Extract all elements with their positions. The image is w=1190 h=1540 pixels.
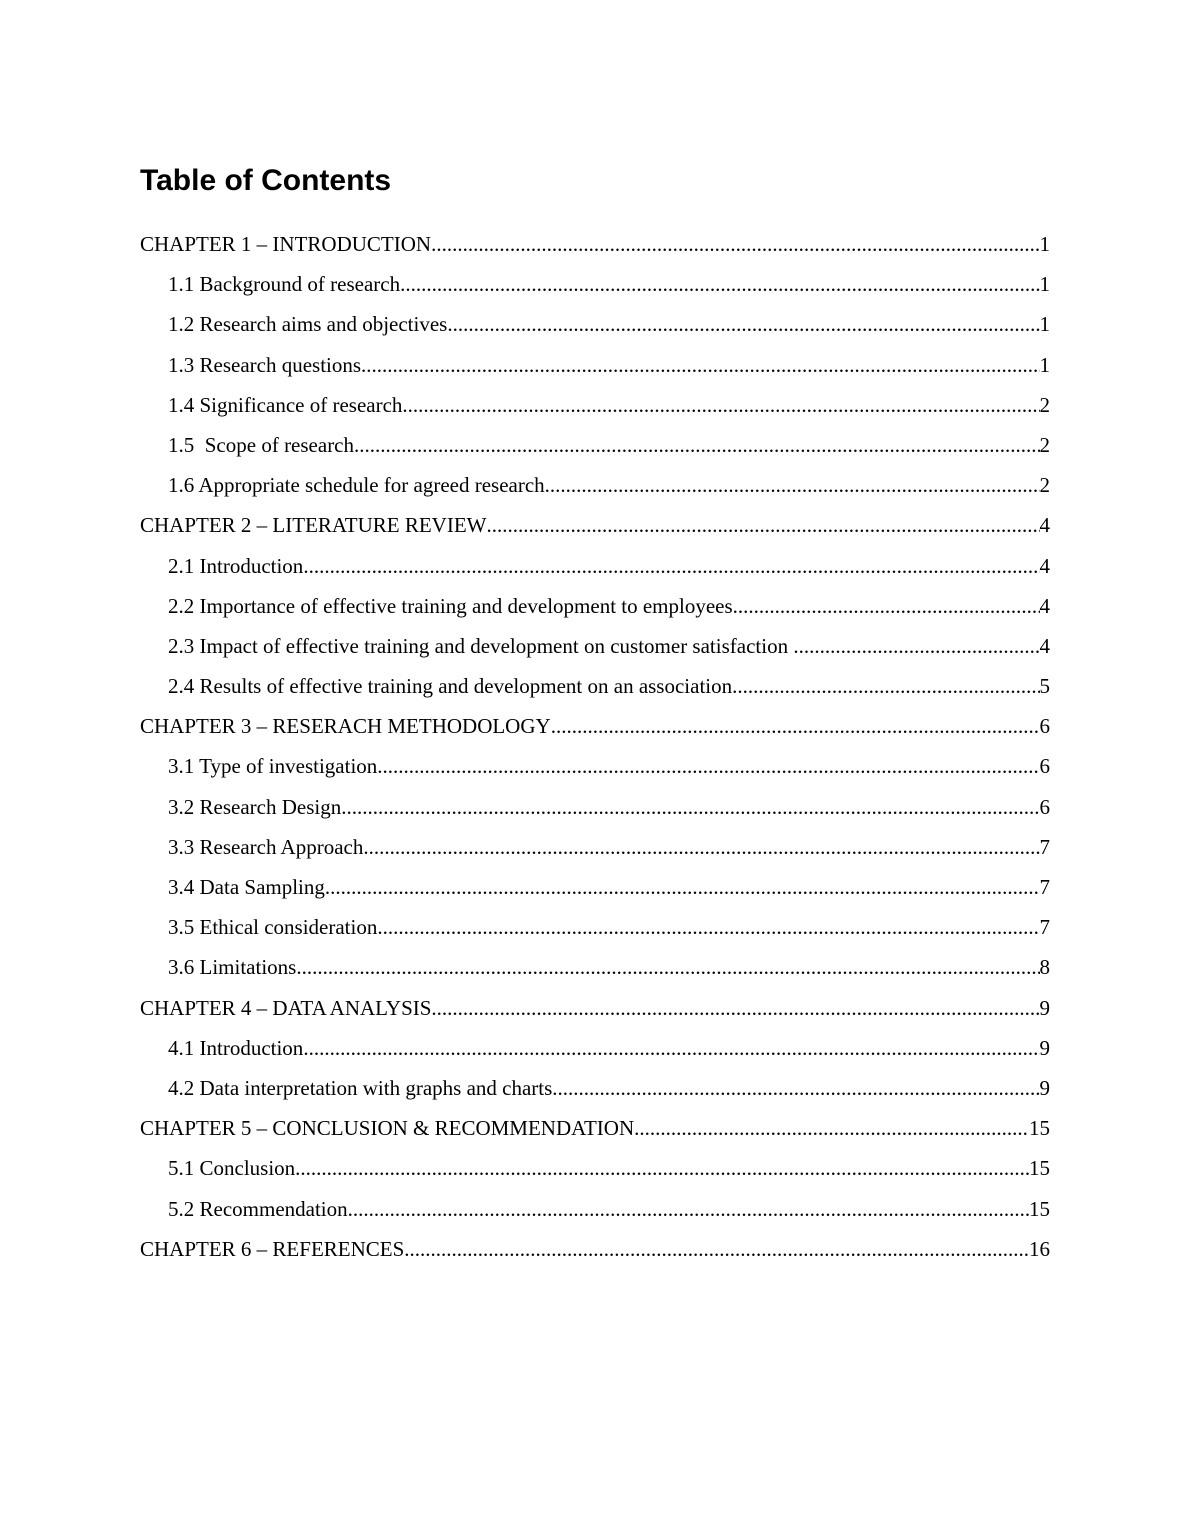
toc-dot-leader	[431, 224, 1039, 264]
toc-entry-label: 1.2 Research aims and objectives	[168, 312, 448, 337]
toc-entry-label: CHAPTER 3 – RESERACH METHODOLOGY	[140, 714, 551, 739]
toc-entry[interactable]	[140, 666, 1050, 706]
toc-dot-leader	[303, 546, 1039, 586]
toc-entry-label: 1.3 Research questions	[168, 352, 362, 377]
toc-dot-leader	[733, 586, 1040, 626]
toc-entry-page-number: 16	[1029, 1236, 1050, 1261]
toc-entry[interactable]	[140, 947, 1050, 987]
toc-entry-page-number: 9	[1039, 995, 1050, 1020]
toc-entry-page-number: 6	[1039, 794, 1050, 819]
toc-entry-label: 2.4 Results of effective training and development on an association	[168, 674, 733, 699]
toc-entry[interactable]	[140, 465, 1050, 505]
toc-dot-leader	[732, 666, 1039, 706]
toc-dot-leader	[325, 867, 1040, 907]
toc-entry[interactable]	[140, 867, 1050, 907]
toc-entry-label: 2.2 Importance of effective training and development to employees	[168, 593, 733, 618]
toc-dot-leader	[545, 465, 1040, 505]
toc-dot-leader	[354, 425, 1039, 465]
toc-entry-page-number: 1	[1039, 312, 1050, 337]
toc-entry-page-number: 2	[1039, 473, 1050, 498]
toc-dot-leader	[447, 304, 1039, 344]
toc-entry-label: 3.5 Ethical consideration	[168, 915, 378, 940]
toc-dot-leader	[431, 988, 1039, 1028]
page-title: Table of Contents	[140, 164, 392, 197]
toc-entry[interactable]	[140, 505, 1050, 545]
toc-dot-leader	[552, 1068, 1039, 1108]
toc-entry-label: 4.1 Introduction	[168, 1035, 304, 1060]
toc-dot-leader	[404, 1229, 1029, 1269]
toc-entry-label: CHAPTER 4 – DATA ANALYSIS	[140, 995, 432, 1020]
toc-entry-page-number: 15	[1029, 1116, 1050, 1141]
toc-entry-page-number: 7	[1039, 834, 1050, 859]
toc-entry-label: 1.1 Background of research	[168, 272, 401, 297]
toc-entry[interactable]	[140, 546, 1050, 586]
toc-dot-leader	[402, 385, 1039, 425]
toc-entry[interactable]	[140, 425, 1050, 465]
toc-entry-label: 1.5 Scope of research	[168, 432, 355, 457]
toc-entry-label: CHAPTER 6 – REFERENCES	[140, 1236, 405, 1261]
toc-entry[interactable]	[140, 1148, 1050, 1188]
toc-dot-leader	[634, 1108, 1029, 1148]
toc-dot-leader	[551, 706, 1040, 746]
toc-entry-label: 3.1 Type of investigation	[168, 754, 378, 779]
toc-entry-label: 3.4 Data Sampling	[168, 875, 325, 899]
toc-entry-label: 5.2 Recommendation	[168, 1196, 348, 1221]
toc-dot-leader	[363, 827, 1039, 867]
toc-entry[interactable]	[140, 264, 1050, 304]
toc-entry[interactable]	[140, 304, 1050, 344]
toc-entry[interactable]	[140, 224, 1050, 264]
toc-entry[interactable]	[140, 907, 1050, 947]
toc-dot-leader	[377, 907, 1039, 947]
toc-dot-leader	[361, 345, 1039, 385]
toc-entry-page-number: 2	[1039, 432, 1050, 457]
toc-entry-label: 2.1 Introduction	[168, 553, 304, 578]
toc-entry[interactable]	[140, 706, 1050, 746]
toc-entry-label: CHAPTER 1 – INTRODUCTION	[140, 232, 432, 256]
toc-entry-label: 1.6 Appropriate schedule for agreed research	[168, 473, 545, 498]
toc-entry-label: 5.1 Conclusion	[168, 1156, 296, 1181]
toc-entry-page-number: 6	[1039, 754, 1050, 779]
toc-entry[interactable]	[140, 586, 1050, 626]
toc-entry[interactable]	[140, 1028, 1050, 1068]
toc-entry-page-number: 1	[1039, 352, 1050, 377]
toc-entry-label: 1.4 Significance of research	[168, 392, 403, 417]
toc-dot-leader	[400, 264, 1039, 304]
toc-dot-leader	[348, 1189, 1029, 1229]
toc-entry[interactable]	[140, 345, 1050, 385]
toc-entry[interactable]	[140, 988, 1050, 1028]
toc-entry[interactable]	[140, 1108, 1050, 1148]
toc-entry-label: 2.3 Impact of effective training and development on customer satisfaction	[168, 633, 794, 658]
toc-entry-label: 3.6 Limitations	[168, 955, 297, 980]
toc-entry-page-number: 4	[1039, 553, 1050, 578]
toc-entry-label: CHAPTER 2 – LITERATURE REVIEW	[140, 513, 487, 538]
toc-entry[interactable]	[140, 626, 1050, 666]
toc-entry-page-number: 8	[1039, 955, 1050, 980]
toc-entry-page-number: 1	[1039, 272, 1050, 297]
toc-entry-page-number: 6	[1039, 714, 1050, 739]
toc-entry-page-number: 4	[1039, 633, 1050, 658]
toc-dot-leader	[341, 787, 1039, 827]
toc-entry-page-number: 7	[1039, 915, 1050, 940]
toc-entry-label: 3.3 Research Approach	[168, 834, 364, 859]
toc-entry-page-number: 5	[1039, 674, 1050, 699]
toc-entry[interactable]	[140, 1229, 1050, 1269]
toc-entry-page-number: 9	[1039, 1035, 1050, 1060]
toc-entry[interactable]	[140, 827, 1050, 867]
toc-entry-page-number: 4	[1039, 513, 1050, 538]
toc-dot-leader	[377, 746, 1039, 786]
toc-dot-leader	[296, 947, 1039, 987]
toc-entry-page-number: 15	[1029, 1156, 1050, 1181]
toc-entry-page-number: 4	[1039, 593, 1050, 618]
toc-entry[interactable]	[140, 1189, 1050, 1229]
toc-entry-label: 3.2 Research Design	[168, 794, 342, 819]
toc-dot-leader	[303, 1028, 1039, 1068]
toc-entry[interactable]	[140, 1068, 1050, 1108]
toc-entry-page-number: 2	[1039, 392, 1050, 417]
toc-entry-label: CHAPTER 5 – CONCLUSION & RECOMMENDATION	[140, 1116, 635, 1141]
toc-entry[interactable]	[140, 787, 1050, 827]
toc-entry[interactable]	[140, 746, 1050, 786]
toc-entry-page-number: 15	[1029, 1196, 1050, 1221]
toc-dot-leader	[295, 1148, 1029, 1188]
toc-entry-page-number: 7	[1039, 875, 1050, 899]
toc-entry-label: 4.2 Data interpretation with graphs and charts	[168, 1075, 553, 1100]
toc-entry-page-number: 9	[1039, 1075, 1050, 1100]
toc-dot-leader	[793, 626, 1039, 666]
toc-entry-page-number: 1	[1039, 232, 1050, 256]
toc-dot-leader	[486, 505, 1039, 545]
toc-entry[interactable]	[140, 385, 1050, 425]
table-of-contents	[140, 224, 1050, 1269]
